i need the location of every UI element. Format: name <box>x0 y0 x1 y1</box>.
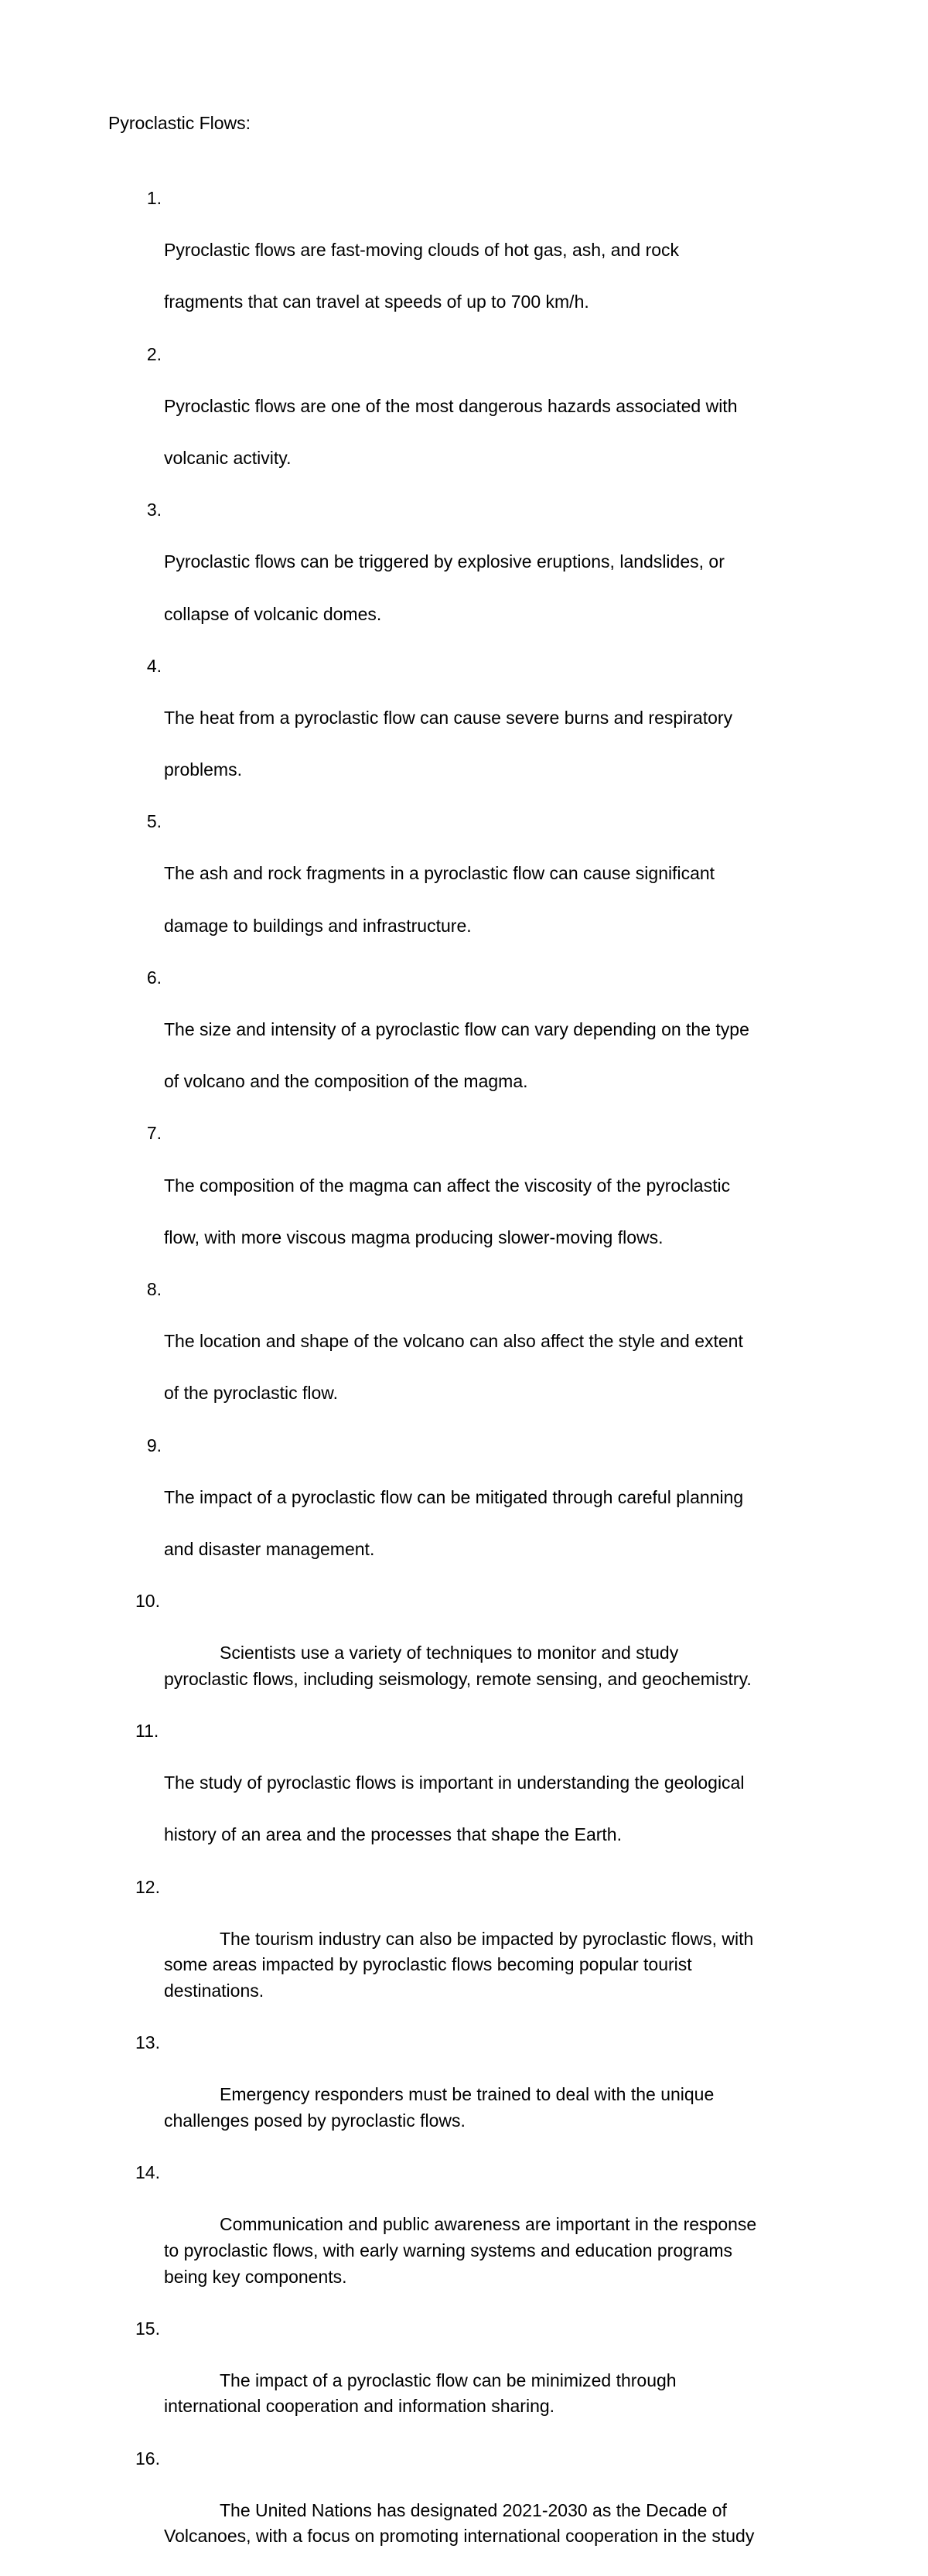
list-item <box>108 342 827 498</box>
list-text-rest: problems. <box>164 759 242 780</box>
list-number: 10. <box>135 1591 160 1612</box>
list-number: 6. <box>146 967 162 988</box>
list-item <box>108 1875 827 2031</box>
list-item <box>108 1433 827 1589</box>
list-number: 1. <box>146 188 162 208</box>
list-item <box>108 809 827 965</box>
list-text-first: The United Nations has designated 2021-2030 as the Decade of <box>220 2499 727 2520</box>
list-number: 2. <box>146 343 162 364</box>
list-item <box>108 186 827 342</box>
list-number: 4. <box>146 655 162 676</box>
list-text-rest: fragments that can travel at speeds of up to 700 km/h. <box>164 292 589 312</box>
list-item <box>108 2030 827 2160</box>
list-number: 9. <box>146 1435 162 1455</box>
list-text-first: The study of pyroclastic flows is important in understanding the geological <box>164 1772 745 1793</box>
list-number: 12. <box>135 1876 160 1897</box>
list-text-rest: challenges posed by pyroclastic flows. <box>164 2110 466 2131</box>
list-number: 8. <box>146 1278 162 1299</box>
list-text-first: The size and intensity of a pyroclastic flow can vary depending on the type <box>164 1019 749 1039</box>
list-item <box>108 1277 827 1433</box>
list-number: 11. <box>135 1721 159 1742</box>
list-number: 16. <box>135 2448 160 2469</box>
list-number: 7. <box>146 1123 162 1144</box>
list-text-rest: some areas impacted by pyroclastic flows becoming popular tourist destinations. <box>164 1954 692 2001</box>
list-number: 14. <box>135 2162 160 2183</box>
list-text-rest: Volcanoes, with a focus on promoting international cooperation in the study <box>164 2526 755 2547</box>
list-text-rest: collapse of volcanic domes. <box>164 603 382 624</box>
list-text-first: The impact of a pyroclastic flow can be mitigated through careful planning <box>164 1486 744 1507</box>
list-text-rest: flow, with more viscous magma producing slower-moving flows. <box>164 1227 664 1247</box>
list-text-rest: and disaster management. <box>164 1538 375 1559</box>
list-text-first: Pyroclastic flows are fast-moving clouds of hot gas, ash, and rock <box>164 240 680 261</box>
list-number: 15. <box>135 2318 160 2339</box>
list-text-first: Emergency responders must be trained to deal with the unique <box>220 2084 715 2105</box>
list-text-rest: damage to buildings and infrastructure. <box>164 915 472 936</box>
list-item <box>108 1121 827 1277</box>
list-text-rest: of volcano and the composition of the magma. <box>164 1071 528 1092</box>
list-text-rest: to pyroclastic flows, with early warning systems and education programs being key components. <box>164 2240 733 2287</box>
list-text-first: Communication and public awareness are important in the response <box>220 2214 757 2235</box>
list-item <box>108 2160 827 2316</box>
list-number: 5. <box>146 811 162 832</box>
list-text-first: The location and shape of the volcano can also affect the style and extent <box>164 1331 743 1352</box>
list-text-first: The heat from a pyroclastic flow can cause severe burns and respiratory <box>164 707 733 728</box>
list-item <box>108 2446 827 2576</box>
document-title: Pyroclastic Flows: <box>108 113 251 133</box>
list-item <box>108 497 827 653</box>
list-item <box>108 1588 827 1718</box>
list-text-first: The ash and rock fragments in a pyroclastic flow can cause significant <box>164 863 715 884</box>
list-text-first: The impact of a pyroclastic flow can be minimized through <box>220 2370 677 2390</box>
list-text-rest: volcanic activity. <box>164 447 292 468</box>
numbered-list <box>108 186 827 2576</box>
list-text-first: Pyroclastic flows are one of the most dangerous hazards associated with <box>164 395 738 416</box>
list-text-rest: international cooperation and information sharing. <box>164 2396 555 2417</box>
list-text-first: Scientists use a variety of techniques to monitor and study <box>220 1643 679 1663</box>
list-item <box>108 653 827 810</box>
list-item <box>108 2316 827 2446</box>
list-text-first: Pyroclastic flows can be triggered by explosive eruptions, landslides, or <box>164 551 725 572</box>
list-text-rest: pyroclastic flows, including seismology, remote sensing, and geochemistry. <box>164 1668 752 1689</box>
list-item <box>108 965 827 1121</box>
list-number: 3. <box>146 500 162 520</box>
list-text-rest: history of an area and the processes that shape the Earth. <box>164 1824 622 1845</box>
list-text-first: The tourism industry can also be impacted by pyroclastic flows, with <box>220 1928 754 1949</box>
list-text-rest: of the pyroclastic flow. <box>164 1383 338 1404</box>
list-number: 13. <box>135 2032 160 2053</box>
list-item <box>108 1718 827 1875</box>
list-text-first: The composition of the magma can affect the viscosity of the pyroclastic <box>164 1175 731 1196</box>
